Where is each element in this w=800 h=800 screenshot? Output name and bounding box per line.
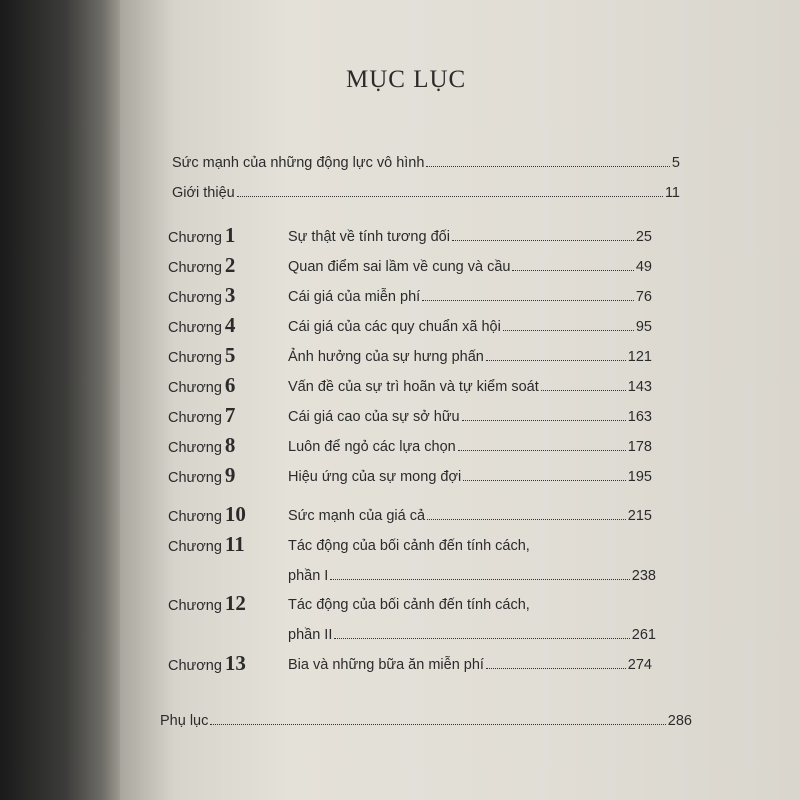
toc-entry-page: 274	[627, 657, 652, 673]
toc-entry-page: 286	[667, 713, 692, 729]
toc-entry-foreword	[172, 155, 680, 171]
chapter-word: Chương	[168, 350, 222, 366]
chapter-number: 8	[224, 433, 236, 457]
dot-leader	[427, 518, 626, 520]
dot-leader	[334, 637, 629, 639]
chapter-label	[168, 313, 235, 338]
chapter-word: Chương	[168, 320, 222, 336]
toc-entry-chapter	[288, 259, 652, 275]
chapter-word: Chương	[168, 410, 222, 426]
dot-leader	[503, 329, 634, 331]
toc-entry-chapter	[288, 379, 652, 395]
chapter-number: 9	[224, 463, 236, 487]
chapter-word: Chương	[168, 509, 222, 525]
dot-leader	[462, 419, 626, 421]
toc-entry-label: Vấn đề của sự trì hoãn và tự kiểm soát	[288, 379, 539, 395]
chapter-word: Chương	[168, 290, 222, 306]
toc-entry-page: 143	[627, 379, 652, 395]
toc-entry-page: 11	[664, 185, 680, 201]
chapter-word: Chương	[168, 440, 222, 456]
book-page	[120, 0, 800, 800]
chapter-label	[168, 532, 245, 557]
chapter-word: Chương	[168, 230, 222, 246]
toc-entry-page: 178	[627, 439, 652, 455]
chapter-word: Chương	[168, 658, 222, 674]
chapter-number: 3	[224, 283, 236, 307]
dot-leader	[541, 389, 626, 391]
toc-entry-page: 121	[627, 349, 652, 365]
toc-entry-label: Ảnh hưởng của sự hưng phấn	[288, 349, 484, 365]
toc-entry-label: phần I	[288, 568, 329, 584]
toc-entry-page: 5	[671, 155, 680, 171]
dot-leader	[486, 667, 626, 669]
chapter-label	[168, 591, 246, 616]
toc-entry-label: Cái giá của các quy chuẩn xã hội	[288, 319, 501, 335]
toc-entry-page: 25	[635, 229, 652, 245]
toc-entry-label: Sức mạnh của những động lực vô hình	[172, 155, 425, 171]
toc-entry-label: Phụ lục	[160, 713, 209, 729]
toc-entry-label: Sức mạnh của giá cả	[288, 508, 426, 524]
book-spine-shadow	[0, 0, 120, 800]
toc-entry-chapter	[288, 319, 652, 335]
chapter-word: Chương	[168, 470, 222, 486]
chapter-number: 2	[224, 253, 236, 277]
toc-entry-chapter	[288, 289, 652, 305]
chapter-label	[168, 223, 235, 248]
toc-entry-chapter	[288, 508, 652, 524]
toc-entry-page: 49	[635, 259, 652, 275]
chapter-number: 7	[224, 403, 236, 427]
dot-leader	[330, 578, 629, 580]
toc-entry-page: 261	[631, 627, 656, 643]
chapter-label	[168, 433, 235, 458]
chapter-number: 6	[224, 373, 236, 397]
toc-entry-chapter	[288, 657, 652, 673]
chapter-label	[168, 373, 235, 398]
toc-entry-chapter	[288, 469, 652, 485]
toc-entry-chapter	[288, 568, 656, 584]
dot-leader	[210, 723, 665, 725]
dot-leader	[237, 195, 663, 197]
chapter-number: 13	[224, 651, 246, 675]
chapter-number: 5	[224, 343, 236, 367]
chapter-word: Chương	[168, 260, 222, 276]
toc-entry-chapter	[288, 439, 652, 455]
dot-leader	[426, 165, 670, 167]
chapter-label	[168, 403, 235, 428]
chapter-word: Chương	[168, 380, 222, 396]
toc-entry-page: 238	[631, 568, 656, 584]
toc-entry-chapter	[288, 349, 652, 365]
dot-leader	[463, 479, 626, 481]
toc-entry-label: Cái giá cao của sự sở hữu	[288, 409, 460, 425]
page-title: MỤC LỤC	[346, 66, 467, 93]
toc-entry-label: phần II	[288, 627, 333, 643]
chapter-number: 1	[224, 223, 236, 247]
chapter-word: Chương	[168, 598, 222, 614]
toc-entry-page: 76	[635, 289, 652, 305]
chapter-title-line1: Tác động của bối cảnh đến tính cách,	[288, 597, 530, 613]
toc-entry-page: 215	[627, 508, 652, 524]
toc-entry-introduction	[172, 185, 680, 201]
chapter-word: Chương	[168, 539, 222, 555]
chapter-label	[168, 253, 235, 278]
toc-entry-page: 195	[627, 469, 652, 485]
chapter-label	[168, 463, 235, 488]
toc-entry-label: Quan điểm sai lầm về cung và cầu	[288, 259, 511, 275]
toc-entry-label: Hiệu ứng của sự mong đợi	[288, 469, 462, 485]
toc-entry-page: 95	[635, 319, 652, 335]
toc-entry-appendix	[160, 713, 692, 729]
chapter-label	[168, 343, 235, 368]
toc-entry-page: 163	[627, 409, 652, 425]
dot-leader	[452, 239, 634, 241]
toc-entry-label: Sự thật về tính tương đối	[288, 229, 450, 245]
chapter-number: 12	[224, 591, 246, 615]
toc-entry-label: Giới thiệu	[172, 185, 235, 201]
dot-leader	[458, 449, 626, 451]
chapter-number: 4	[224, 313, 236, 337]
toc-entry-chapter	[288, 409, 652, 425]
dot-leader	[486, 359, 626, 361]
chapter-label	[168, 651, 246, 676]
toc-entry-label: Bia và những bữa ăn miễn phí	[288, 657, 484, 673]
toc-entry-label: Luôn để ngỏ các lựa chọn	[288, 439, 456, 455]
chapter-number: 10	[224, 502, 246, 526]
chapter-title-line1: Tác động của bối cảnh đến tính cách,	[288, 538, 530, 554]
toc-entry-chapter	[288, 229, 652, 245]
toc-entry-chapter	[288, 627, 656, 643]
dot-leader	[422, 299, 634, 301]
chapter-label	[168, 502, 246, 527]
bleed-through-text-block	[420, 147, 800, 154]
chapter-label	[168, 283, 235, 308]
dot-leader	[512, 269, 633, 271]
toc-entry-label: Cái giá của miễn phí	[288, 289, 421, 305]
chapter-number: 11	[224, 532, 245, 556]
